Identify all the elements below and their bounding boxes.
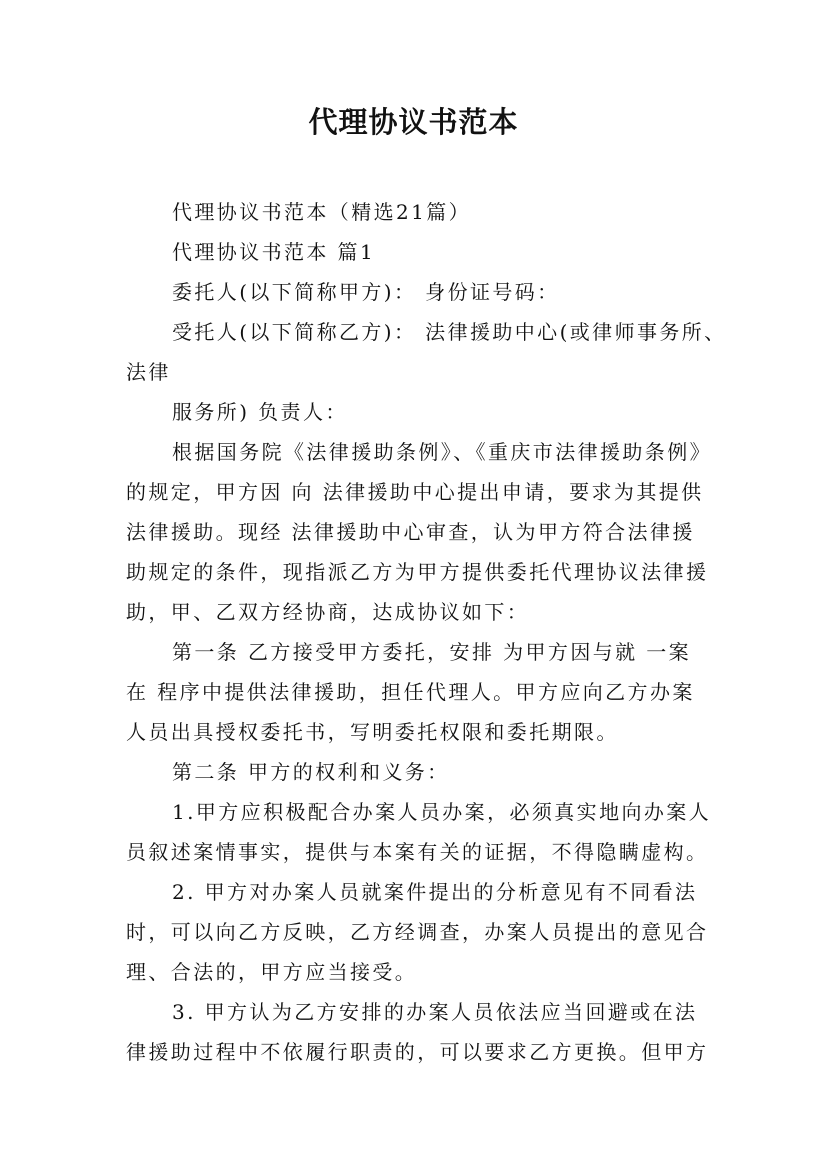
paragraph-line: 助规定的条件，现指派乙方为甲方提供委托代理协议法律援 <box>126 560 709 584</box>
paragraph-line: 在 程序中提供法律援助，担任代理人。甲方应向乙方办案 <box>126 680 695 704</box>
paragraph-line: 2. 甲方对办案人员就案件提出的分析意见有不同看法 <box>172 880 698 904</box>
paragraph-line: 委托人(以下简称甲方)： 身份证号码： <box>172 280 560 304</box>
paragraph-line: 第二条 甲方的权利和义务： <box>172 760 450 784</box>
paragraph-line: 的规定，甲方因 向 法律援助中心提出申请，要求为其提供 <box>126 480 704 504</box>
paragraph-line: 3. 甲方认为乙方安排的办案人员依法应当回避或在法 <box>172 1000 698 1024</box>
paragraph-line: 人员出具授权委托书，写明委托权限和委托期限。 <box>126 720 619 744</box>
document-title: 代理协议书范本 <box>308 105 519 139</box>
paragraph-line: 第一条 乙方接受甲方委托，安排 为甲方因与就 一案 <box>172 640 692 664</box>
paragraph-line: 代理协议书范本 篇1 <box>172 240 376 264</box>
paragraph-line: 代理协议书范本（精选21篇） <box>172 200 472 224</box>
paragraph-line: 理、合法的，甲方应当接受。 <box>126 960 418 984</box>
document-body <box>126 192 727 1072</box>
paragraph-line: 员叙述案情事实，提供与本案有关的证据，不得隐瞒虚构。 <box>126 840 709 864</box>
paragraph-line: 受托人(以下简称乙方)： 法律援助中心(或律师事务所、 <box>172 320 727 344</box>
paragraph-line: 根据国务院《法律援助条例》、《重庆市法律援助条例》 <box>172 440 712 464</box>
paragraph-line: 1.甲方应积极配合办案人员办案，必须真实地向办案人 <box>172 800 712 824</box>
paragraph-line: 法律 <box>126 360 171 384</box>
paragraph-line: 服务所) 负责人： <box>172 400 348 424</box>
paragraph-line: 助，甲、乙双方经协商，达成协议如下： <box>126 600 530 624</box>
paragraph-line: 时，可以向乙方反映，乙方经调查，办案人员提出的意见合 <box>126 920 709 944</box>
paragraph-line: 法律援助。现经 法律援助中心审查，认为甲方符合法律援 <box>126 520 695 544</box>
paragraph-line: 律援助过程中不依履行职责的，可以要求乙方更换。但甲方 <box>126 1040 709 1064</box>
